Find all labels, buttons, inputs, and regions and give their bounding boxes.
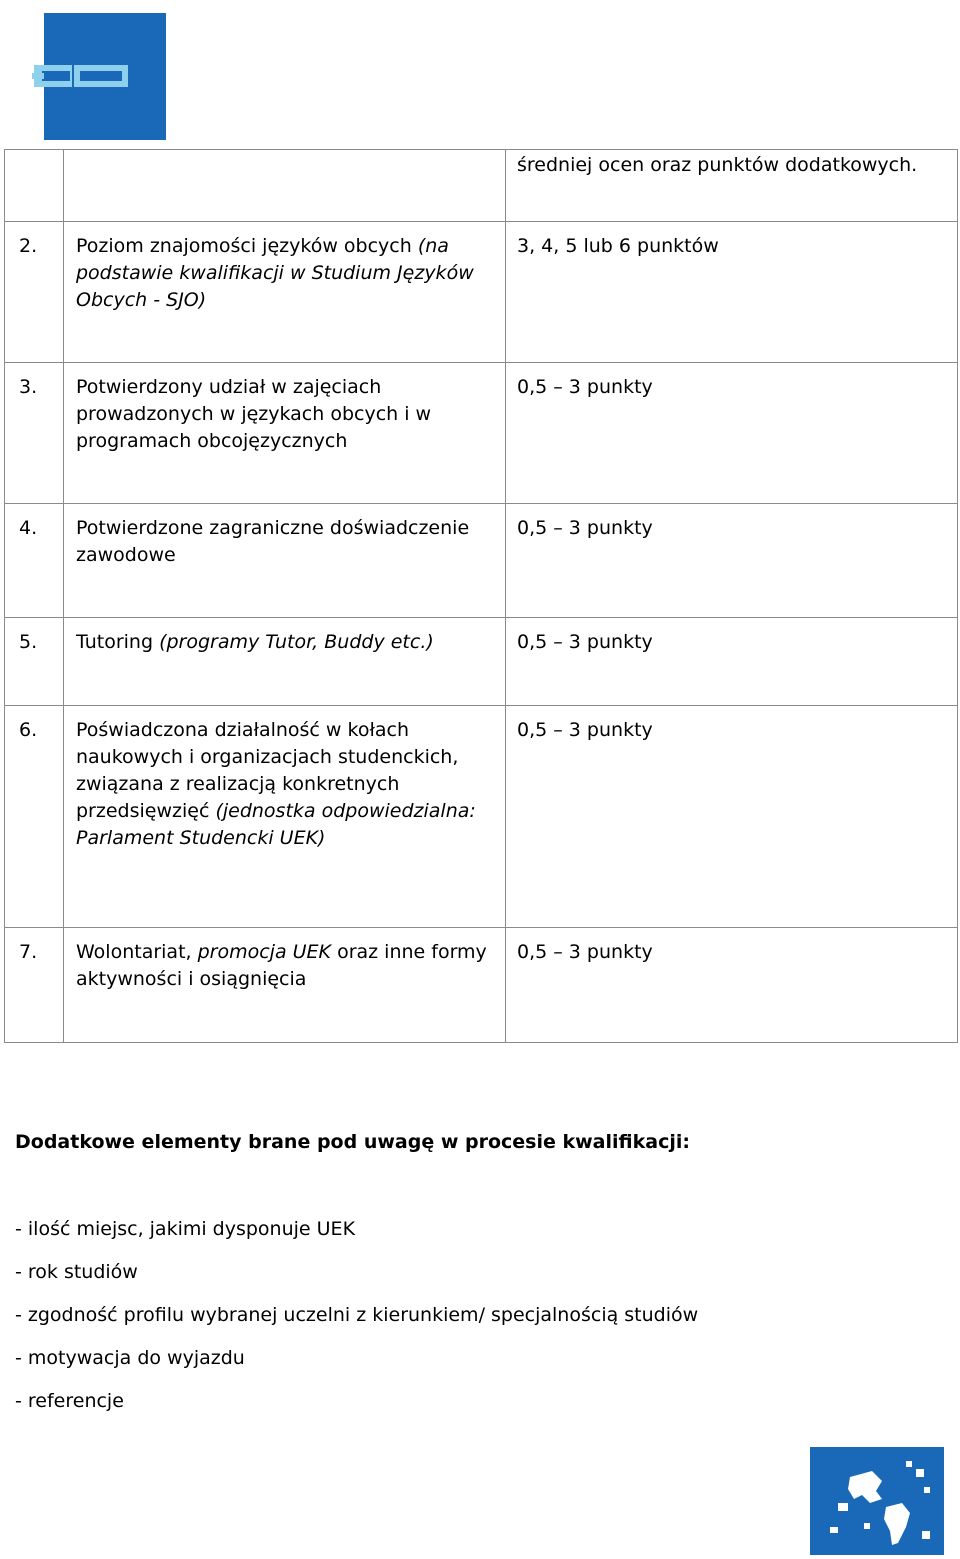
table-row (5, 150, 958, 222)
row-number: 3. (19, 376, 38, 398)
list-item: - zgodność profilu wybranej uczelni z kierunkiem/ specjalnością studiów (15, 1304, 699, 1326)
row-number: 6. (19, 719, 38, 741)
table-row (5, 222, 958, 363)
table-row (5, 363, 958, 504)
score-text: 0,5 – 3 punkty (517, 941, 653, 963)
row-score-cell (506, 150, 958, 222)
score-text: 0,5 – 3 punkty (517, 631, 653, 653)
score-text: 0,5 – 3 punkty (517, 517, 653, 539)
table-row (5, 618, 958, 706)
list-item: - ilość miejsc, jakimi dysponuje UEK (15, 1218, 356, 1240)
criteria-table (4, 149, 958, 1043)
table-row (5, 928, 958, 1043)
row-description: Tutoring (programy Tutor, Buddy etc.) (76, 631, 434, 653)
score-text: średniej ocen oraz punktów dodatkowych. (517, 154, 918, 176)
row-description: Poziom znajomości języków obcych (na podstawie kwalifikacji w Studium Języków Obcych - SJO) (76, 235, 474, 311)
list-item: - motywacja do wyjazdu (15, 1347, 245, 1369)
section-heading: Dodatkowe elementy brane pod uwagę w procesie kwalifikacji: (15, 1131, 690, 1153)
row-number: 2. (19, 235, 38, 257)
score-text: 0,5 – 3 punkty (517, 376, 653, 398)
list-item: - rok studiów (15, 1261, 138, 1283)
row-description: Wolontariat, promocja UEK oraz inne formy aktywności i osiągnięcia (76, 941, 487, 990)
row-number-cell (5, 150, 64, 222)
score-text: 3, 4, 5 lub 6 punktów (517, 235, 719, 257)
row-description: Potwierdzony udział w zajęciach prowadzonych w językach obcych i w programach obcojęzycznych (76, 376, 432, 452)
map-logo-icon (810, 1447, 944, 1555)
university-logo-icon (32, 13, 166, 140)
table-row (5, 504, 958, 618)
score-text: 0,5 – 3 punkty (517, 719, 653, 741)
row-description-cell (64, 150, 506, 222)
row-number: 5. (19, 631, 38, 653)
table-row (5, 706, 958, 928)
row-number: 7. (19, 941, 38, 963)
row-description: Poświadczona działalność w kołach naukowych i organizacjach studenckich, związana z realizacją konkretnych przedsięwzięć (jednostka odpowiedzialna: Parlament Studencki UEK) (76, 719, 476, 849)
row-number: 4. (19, 517, 38, 539)
list-item: - referencje (15, 1390, 124, 1412)
row-description: Potwierdzone zagraniczne doświadczenie zawodowe (76, 517, 470, 566)
criteria-list (15, 1215, 698, 1430)
